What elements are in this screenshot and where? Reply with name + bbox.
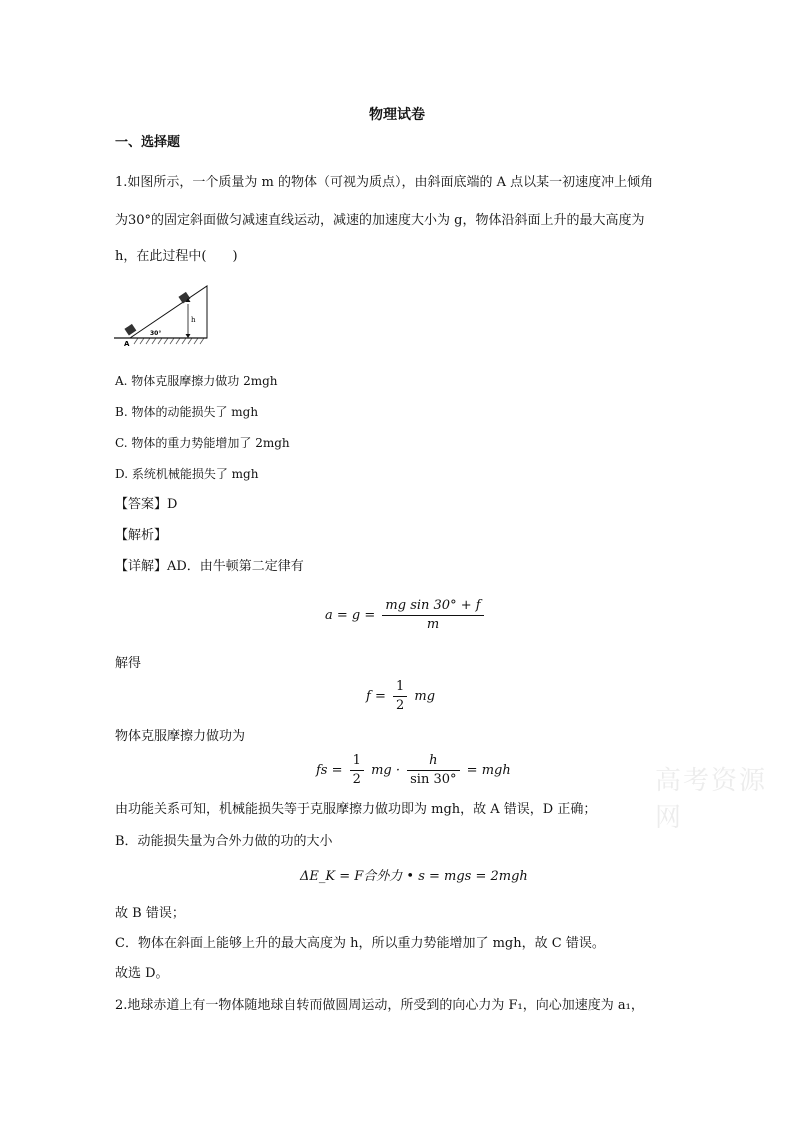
equation-work: fs = $\frac{1}{2}$ mg · $\frac{h}{\sin 30^\circ}$ = mgh: [316, 753, 511, 787]
block-bottom: [124, 324, 136, 336]
incline-diagram: [112, 280, 212, 352]
option-b: B. 物体的动能损失了 mgh: [115, 405, 259, 419]
answer: 【答案】D: [115, 497, 178, 512]
equation-kinetic: ΔE_K = F合外力 • s = mgs = 2mgh: [300, 869, 528, 884]
option-d: D. 系统机械能损失了 mgh: [115, 467, 259, 481]
analysis-heading: 【解析】: [115, 528, 168, 543]
solve-text: 解得: [115, 656, 142, 671]
option-c: C. 物体的重力势能增加了 2mgh: [115, 436, 290, 450]
option-b-analysis: B．动能损失量为合外力做的功的大小: [115, 834, 333, 849]
section-heading: 一、选择题: [115, 135, 181, 150]
page-title: 物理试卷: [369, 107, 425, 123]
q2-line-1: 2.地球赤道上有一物体随地球自转而做圆周运动，所受到的向心力为 F₁，向心加速度为 a₁，: [115, 998, 644, 1013]
option-b-wrong: 故 B 错误；: [115, 906, 185, 921]
work-text: 物体克服摩擦力做功为: [115, 729, 246, 744]
q1-line-3: h，在此过程中( ): [115, 249, 238, 264]
final-choice: 故选 D。: [115, 966, 169, 981]
detail-intro: 【详解】AD．由牛顿第二定律有: [115, 559, 304, 574]
watermark: 高考资源网: [655, 766, 768, 833]
height-label: h: [191, 316, 196, 324]
q1-line-2: 为30°的固定斜面做匀减速直线运动，减速的加速度大小为 g，物体沿斜面上升的最大高度为: [115, 213, 645, 228]
option-a: A. 物体克服摩擦力做功 2mgh: [115, 374, 278, 388]
option-c-analysis: C．物体在斜面上能够上升的最大高度为 h，所以重力势能增加了 mgh，故 C 错误。: [115, 936, 605, 951]
equation-newton: a = g = $\frac{\text{mg sin 30° + f}}{m}$: [325, 597, 487, 634]
conclusion-ad: 由功能关系可知，机械能损失等于克服摩擦力做功即为 mgh，故 A 错误，D 正确；: [115, 802, 597, 817]
q1-line-1: 1.如图所示，一个质量为 m 的物体（可视为质点），由斜面底端的 A 点以某一初速度冲上倾角: [115, 175, 654, 190]
equation-friction: f = $\frac{1}{2}$ mg: [366, 679, 436, 713]
point-a-label: A: [124, 340, 130, 348]
angle-label: 30°: [150, 330, 162, 337]
